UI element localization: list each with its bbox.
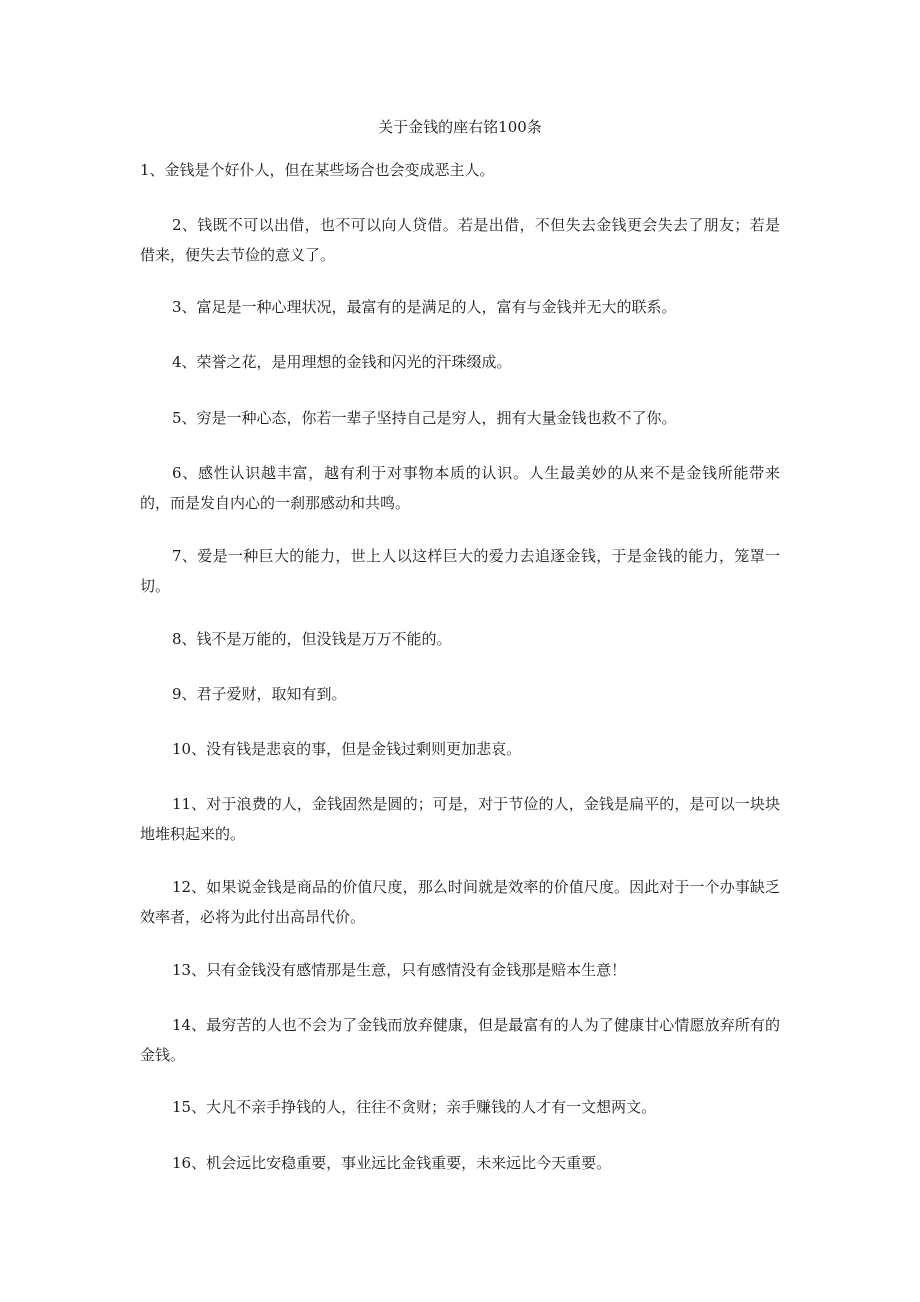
motto-entry-1: 1、金钱是个好仆人，但在某些场合也会变成恶主人。 bbox=[140, 161, 495, 179]
motto-entry-12: 12、如果说金钱是商品的价值尺度，那么时间就是效率的价值尺度。因此对于一个办事缺乏效率者，必将为此付出高昂代价。 bbox=[140, 878, 780, 926]
motto-entry-8: 8、钱不是万能的，但没钱是万万不能的。 bbox=[172, 630, 452, 648]
motto-entry-11: 11、对于浪费的人，金钱固然是圆的；可是，对于节俭的人，金钱是扁平的，是可以一块块地堆积起来的。 bbox=[140, 795, 780, 843]
motto-entry-13: 13、只有金钱没有感情那是生意，只有感情没有金钱那是赔本生意！ bbox=[172, 961, 627, 979]
motto-entry-2: 2、钱既不可以出借，也不可以向人贷借。若是出借，不但失去金钱更会失去了朋友；若是借来，便失去节俭的意义了。 bbox=[140, 216, 780, 264]
motto-entry-9: 9、君子爱财，取知有到。 bbox=[172, 685, 347, 703]
motto-entry-4: 4、荣誉之花，是用理想的金钱和闪光的汗珠缀成。 bbox=[172, 353, 512, 371]
motto-entry-16: 16、机会远比安稳重要，事业远比金钱重要，未来远比今天重要。 bbox=[172, 1154, 612, 1172]
motto-entry-14: 14、最穷苦的人也不会为了金钱而放弃健康，但是最富有的人为了健康甘心情愿放弃所有的金钱。 bbox=[140, 1016, 780, 1064]
motto-entry-5: 5、穷是一种心态，你若一辈子坚持自己是穷人，拥有大量金钱也救不了你。 bbox=[172, 409, 677, 427]
motto-entry-6: 6、感性认识越丰富，越有利于对事物本质的认识。人生最美妙的从来不是金钱所能带来的，而是发自内心的一刹那感动和共鸣。 bbox=[140, 464, 780, 512]
document-title: 关于金钱的座右铭100条 bbox=[378, 118, 542, 136]
motto-entry-7: 7、爱是一种巨大的能力，世上人以这样巨大的爱力去追逐金钱，于是金钱的能力，笼罩一切。 bbox=[140, 547, 780, 595]
motto-entry-15: 15、大凡不亲手挣钱的人，往往不贪财；亲手赚钱的人才有一文想两文。 bbox=[172, 1098, 657, 1116]
motto-entry-3: 3、富足是一种心理状况，最富有的是满足的人，富有与金钱并无大的联系。 bbox=[172, 298, 677, 316]
motto-entry-10: 10、没有钱是悲哀的事，但是金钱过剩则更加悲哀。 bbox=[172, 740, 522, 758]
